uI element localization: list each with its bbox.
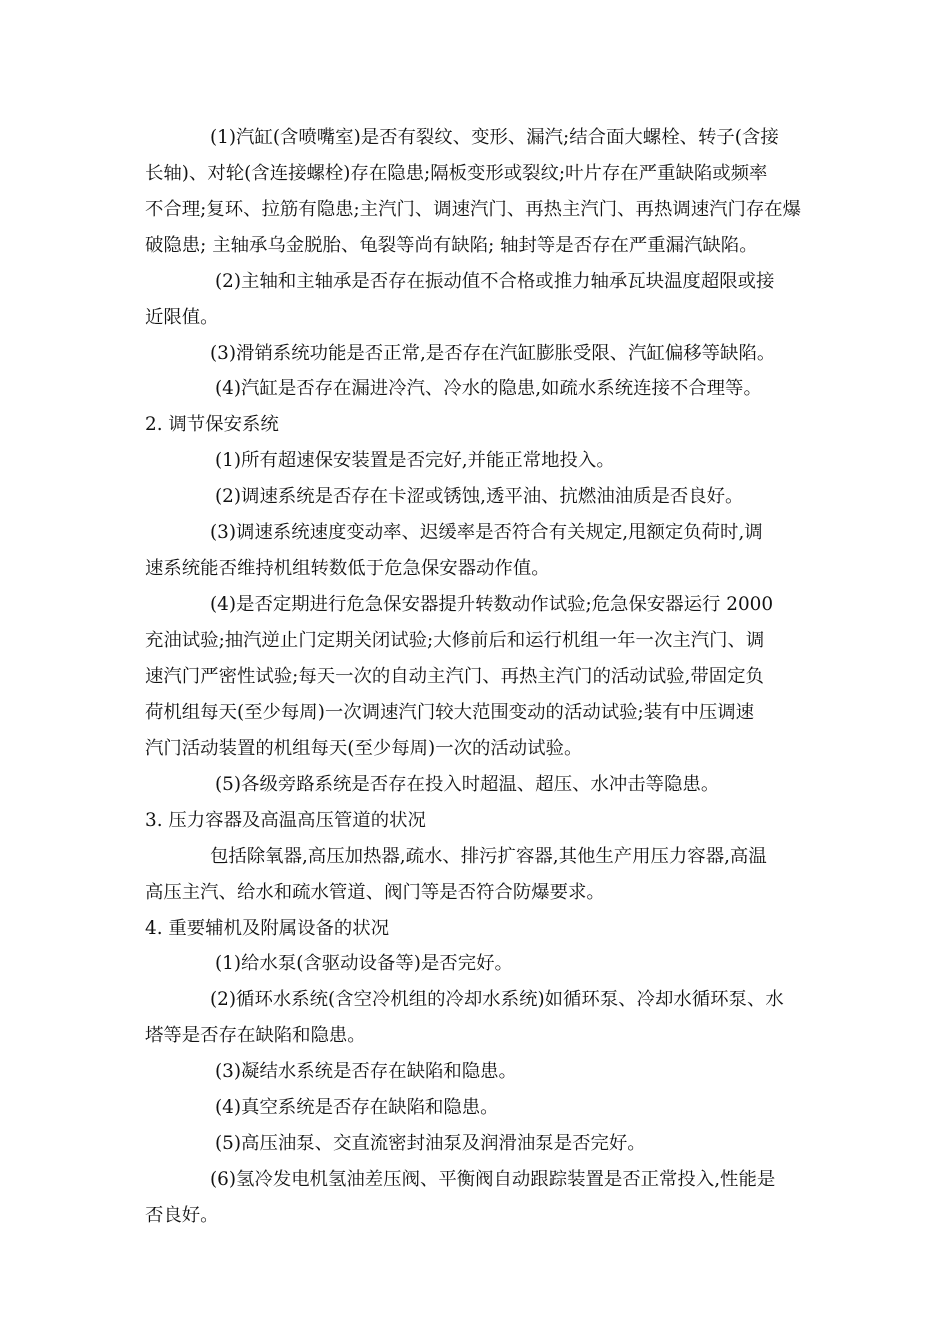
section-heading: 4. 重要辅机及附属设备的状况 [145, 918, 390, 939]
paragraph-line: (1)给水泵(含驱动设备等)是否完好。 [215, 953, 513, 974]
paragraph-line: (6)氢冷发电机氢油差压阀、平衡阀自动跟踪装置是否正常投入,性能是 [210, 1169, 776, 1190]
paragraph-line: 荷机组每天(至少每周)一次调速汽门较大范围变动的活动试验;装有中压调速 [145, 702, 755, 723]
paragraph-line: (4)汽缸是否存在漏进冷汽、冷水的隐患,如疏水系统连接不合理等。 [215, 378, 762, 399]
paragraph-line: (4)是否定期进行危急保安器提升转数动作试验;危急保安器运行 2000 [210, 594, 774, 615]
paragraph-line: (5)各级旁路系统是否存在投入时超温、超压、水冲击等隐患。 [215, 774, 720, 795]
paragraph-line: 长轴)、对轮(含连接螺栓)存在隐患;隔板变形或裂纹;叶片存在严重缺陷或频率 [145, 163, 768, 184]
paragraph-line: (1)所有超速保安装置是否完好,并能正常地投入。 [215, 450, 615, 471]
paragraph-line: (3)调速系统速度变动率、迟缓率是否符合有关规定,甩额定负荷时,调 [210, 522, 763, 543]
paragraph-line: 否良好。 [145, 1205, 219, 1226]
paragraph-line: 高压主汽、给水和疏水管道、阀门等是否符合防爆要求。 [145, 882, 605, 903]
paragraph-line: 速汽门严密性试验;每天一次的自动主汽门、再热主汽门的活动试验,带固定负 [145, 666, 764, 687]
paragraph-line: 破隐患; 主轴承乌金脱胎、龟裂等尚有缺陷; 轴封等是否存在严重漏汽缺陷。 [145, 235, 758, 256]
paragraph-line: (4)真空系统是否存在缺陷和隐患。 [215, 1097, 499, 1118]
paragraph-line: (2)循环水系统(含空冷机组的冷却水系统)如循环泵、冷却水循环泵、水 [210, 989, 784, 1010]
paragraph-line: (2)调速系统是否存在卡涩或锈蚀,透平油、抗燃油油质是否良好。 [215, 486, 744, 507]
paragraph-line: (5)高压油泵、交直流密封油泵及润滑油泵是否完好。 [215, 1133, 646, 1154]
section-heading: 2. 调节保安系统 [145, 414, 279, 435]
paragraph-line: 汽门活动装置的机组每天(至少每周)一次的活动试验。 [145, 738, 583, 759]
paragraph-line: 充油试验;抽汽逆止门定期关闭试验;大修前后和运行机组一年一次主汽门、调 [145, 630, 765, 651]
paragraph-line: (3)滑销系统功能是否正常,是否存在汽缸膨胀受限、汽缸偏移等缺陷。 [210, 343, 776, 364]
paragraph-line: 近限值。 [145, 307, 219, 328]
section-heading: 3. 压力容器及高温高压管道的状况 [145, 810, 426, 831]
paragraph-line: 包括除氧器,高压加热器,疏水、排污扩容器,其他生产用压力容器,高温 [210, 846, 767, 867]
paragraph-line: 速系统能否维持机组转数低于危急保安器动作值。 [145, 558, 550, 579]
paragraph-line: 不合理;复环、拉筋有隐患;主汽门、调速汽门、再热主汽门、再热调速汽门存在爆 [145, 199, 802, 220]
paragraph-line: (3)凝结水系统是否存在缺陷和隐患。 [215, 1061, 517, 1082]
paragraph-line: 塔等是否存在缺陷和隐患。 [145, 1025, 366, 1046]
paragraph-line: (2)主轴和主轴承是否存在振动值不合格或推力轴承瓦块温度超限或接 [215, 271, 775, 292]
paragraph-line: (1)汽缸(含喷嘴室)是否有裂纹、变形、漏汽;结合面大螺栓、转子(含接 [210, 127, 779, 148]
